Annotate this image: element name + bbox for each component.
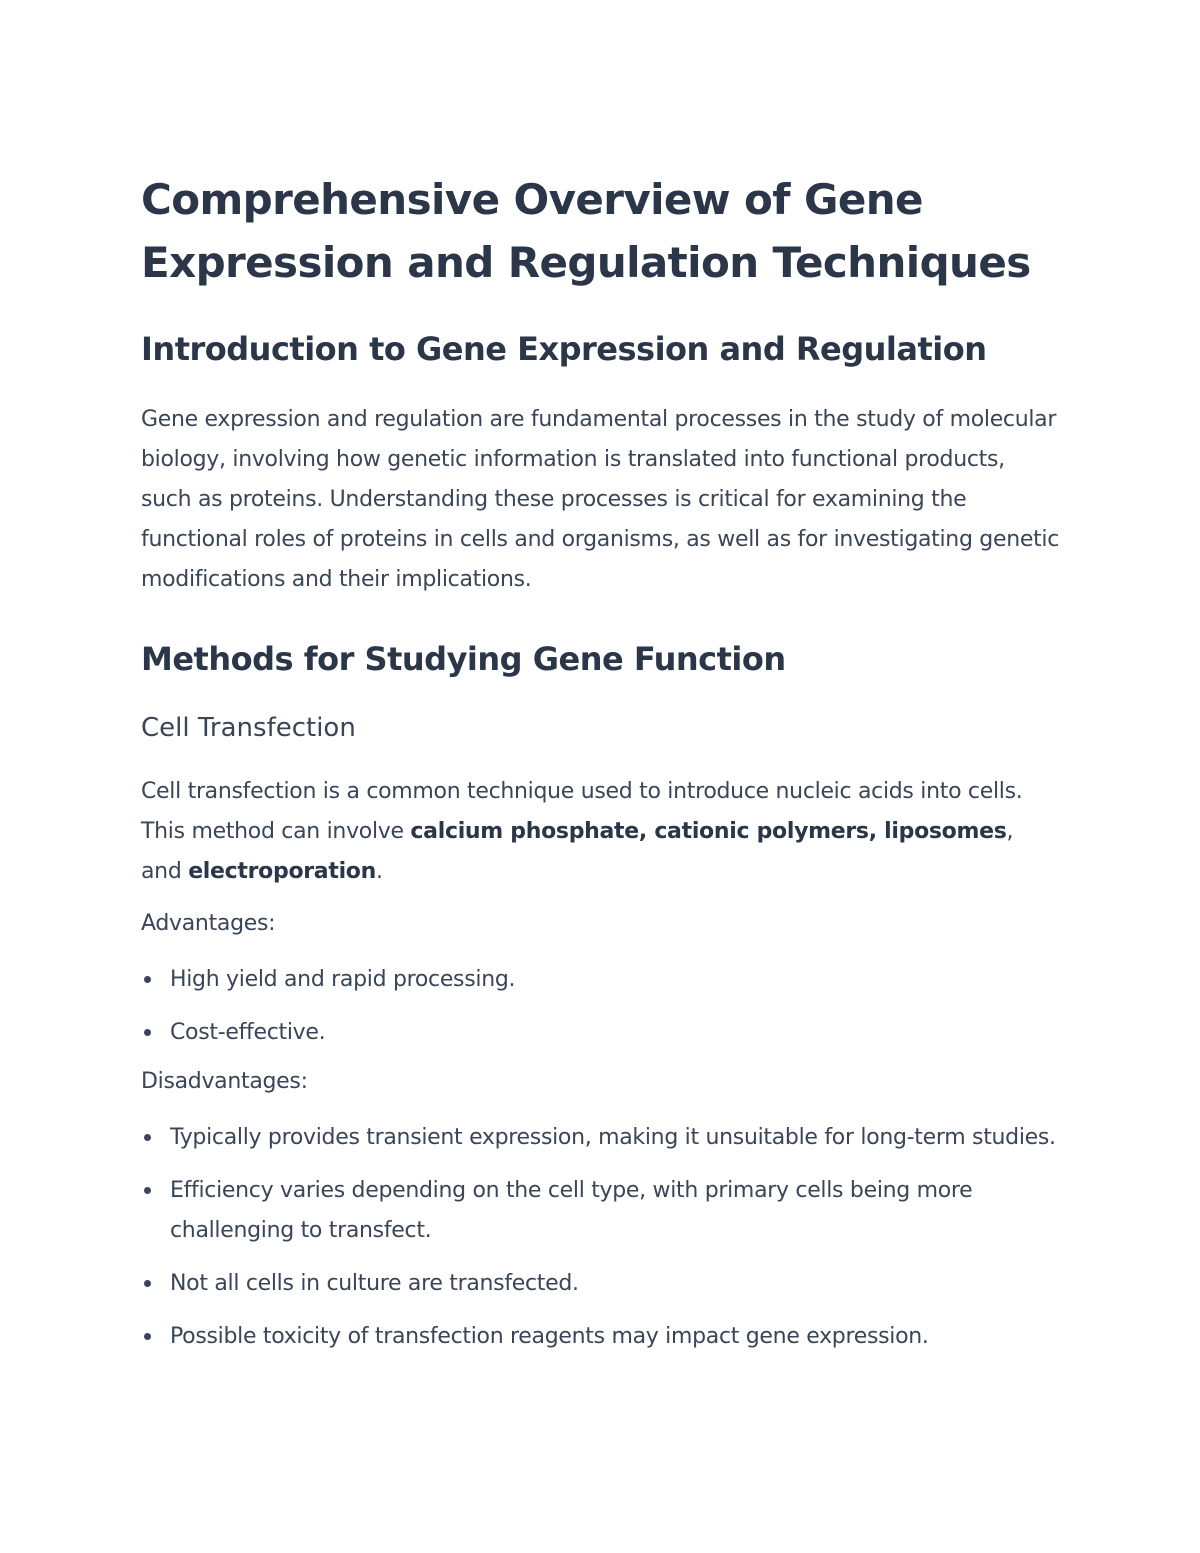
bullet-icon <box>144 1333 151 1340</box>
list-item <box>141 1264 1060 1304</box>
document-title: Comprehensive Overview of Gene Expression and Regulation Techniques <box>141 175 1031 287</box>
list-item-text: Efficiency varies depending on the cell type, with primary cells being more challenging to transfect. <box>170 1178 973 1243</box>
list-item <box>141 1013 1060 1053</box>
list-item <box>141 1118 1060 1158</box>
cell-transfection-paragraph <box>141 772 1060 892</box>
list-item-text: Typically provides transient expression, making it unsuitable for long-term studies. <box>170 1125 1056 1150</box>
list-item <box>141 960 1060 1000</box>
bullet-icon <box>144 1029 151 1036</box>
disadvantages-list <box>141 1118 1060 1357</box>
disadvantages-label: Disadvantages: <box>141 1069 308 1094</box>
bullet-icon <box>144 1134 151 1141</box>
method-electroporation: electroporation <box>188 859 376 884</box>
bullet-icon <box>144 976 151 983</box>
list-item <box>141 1171 1060 1251</box>
intro-heading: Introduction to Gene Expression and Regulation <box>141 330 987 368</box>
separator: , <box>868 819 885 844</box>
list-item-text: Possible toxicity of transfection reagents may impact gene expression. <box>170 1324 929 1349</box>
cell-transfection-heading: Cell Transfection <box>141 713 356 743</box>
list-item-text: Cost-effective. <box>170 1020 326 1045</box>
separator: , and <box>141 819 1014 884</box>
methods-heading: Methods for Studying Gene Function <box>141 640 786 678</box>
list-item-text: Not all cells in culture are transfected. <box>170 1271 579 1296</box>
intro-paragraph: Gene expression and regulation are fundamental processes in the study of molecular biology, involving how genetic information is translated into functional products, such as proteins. Understanding these processes is critical for examining the functional roles of proteins in cells and organisms, as well as for investigating genetic modifications and their implications. <box>141 407 1060 592</box>
method-liposomes: liposomes <box>884 819 1007 844</box>
separator: , <box>638 819 655 844</box>
bullet-icon <box>144 1187 151 1194</box>
list-item <box>141 1317 1060 1357</box>
method-calcium-phosphate: calcium phosphate <box>410 819 639 844</box>
method-cationic-polymers: cationic polymers <box>654 819 869 844</box>
paragraph-text: Cell transfection is a common technique used to introduce nucleic acids into cells. This method can involve <box>141 779 1023 844</box>
paragraph-end: . <box>375 859 383 884</box>
bullet-icon <box>144 1280 151 1287</box>
list-item-text: High yield and rapid processing. <box>170 967 516 992</box>
advantages-label: Advantages: <box>141 911 276 936</box>
advantages-list <box>141 960 1060 1053</box>
